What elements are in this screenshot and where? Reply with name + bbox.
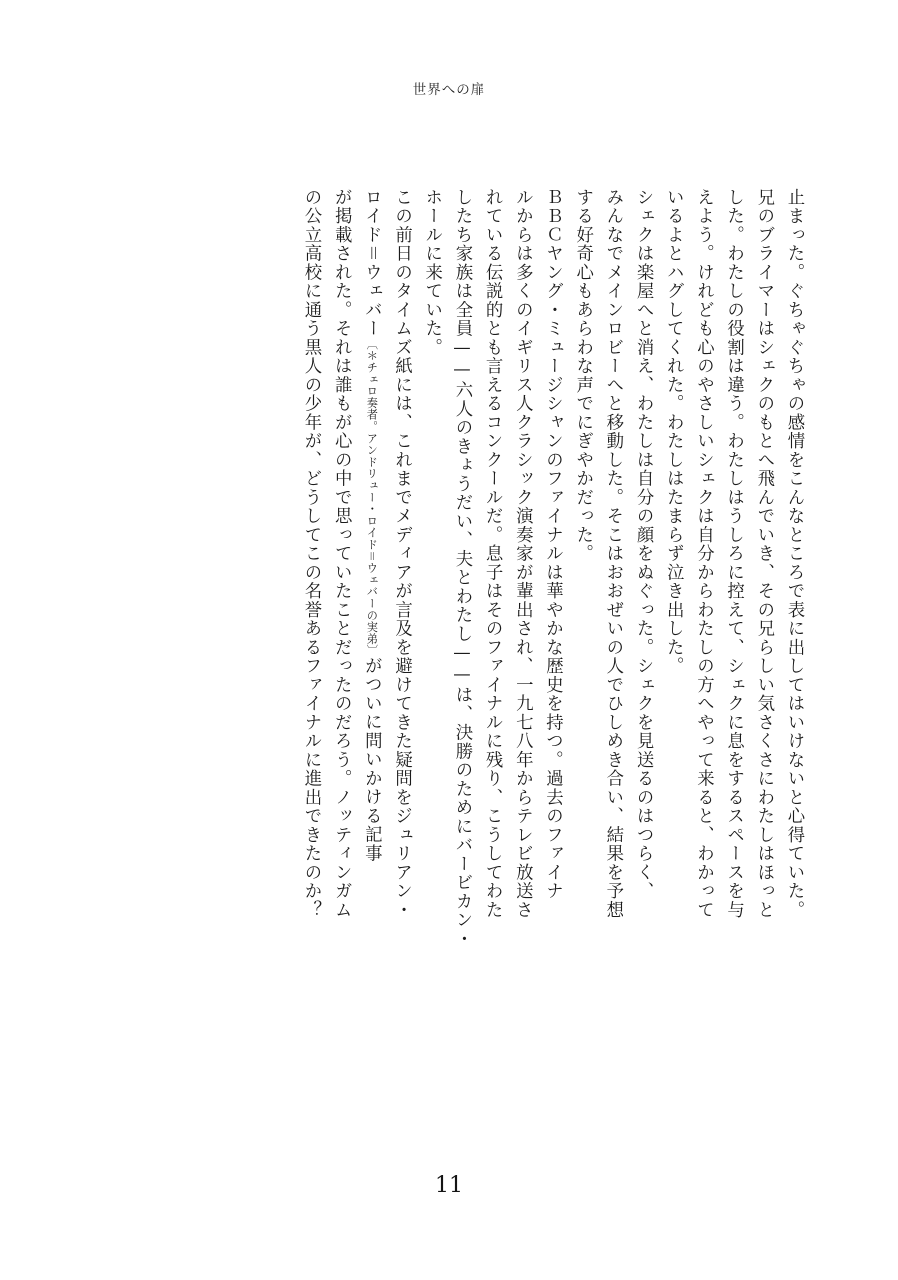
- text-column: えよう。けれども心のやさしいシェクは自分からわたしの方へやって来ると、わかって: [693, 188, 714, 920]
- text-column: する好奇心もあらわな声でにぎやかだった。: [572, 188, 593, 563]
- text-column: した。わたしの役割は違う。わたしはうしろに控えて、シェクに息をするスペースを与: [723, 188, 744, 920]
- text-column: いるよとハグしてくれた。わたしはたまらず泣き出した。: [663, 188, 684, 676]
- text-column: したち家族は全員——六人のきょうだい、夫とわたし——は、決勝のためにバービカン・: [451, 188, 472, 949]
- note-suffix: がついに問いかける記事: [361, 656, 382, 863]
- text-column: が掲載された。それは誰もが心の中で思っていたことだったのだろう。ノッティンガム: [331, 188, 352, 920]
- text-column: この前日のタイムズ紙には、これまでメディアが言及を避けてきた疑問をジュリアン・: [391, 188, 412, 920]
- page-number: 11: [435, 1173, 463, 1198]
- text-column: れている伝説的とも言えるコンクールだ。息子はそのファイナルに残り、こうしてわた: [482, 188, 503, 920]
- text-column: ホールに来ていた。: [421, 188, 442, 357]
- running-head: 世界への扉: [412, 82, 486, 98]
- text-column: ＢＢＣヤング・ミュージシャンのファイナルは華やかな歴史を持つ。過去のファイナ: [542, 188, 563, 901]
- translator-note: 〔＊チェロ奏者。アンドリュー・ロイド＝ウェバーの実弟〕: [365, 338, 379, 657]
- text-column: みんなでメインロビーへと移動した。そこはおおぜいの人でひしめき合い、結果を予想: [602, 188, 623, 920]
- note-prefix: ロイド＝ウェバー: [361, 188, 382, 338]
- text-column: ルからは多くのイギリス人クラシック演奏家が輩出され、一九七八年からテレビ放送さ: [512, 188, 533, 920]
- text-column: 兄のブライマーはシェクのもとへ飛んでいき、その兄らしい気さくさにわたしはほっと: [753, 188, 774, 920]
- vertical-text-body: [96, 188, 802, 1088]
- text-column-with-note: [349, 188, 382, 1088]
- text-column: シェクは楽屋へと消え、わたしは自分の顔をぬぐった。シェクを見送るのはつらく、: [633, 188, 654, 901]
- text-column: 止まった。ぐちゃぐちゃの感情をこんなところで表に出してはいけないと心得ていた。: [784, 188, 804, 920]
- text-column: の公立高校に通う黒人の少年が、どうしてこの名誉あるファイナルに進出できたのか？: [301, 188, 321, 920]
